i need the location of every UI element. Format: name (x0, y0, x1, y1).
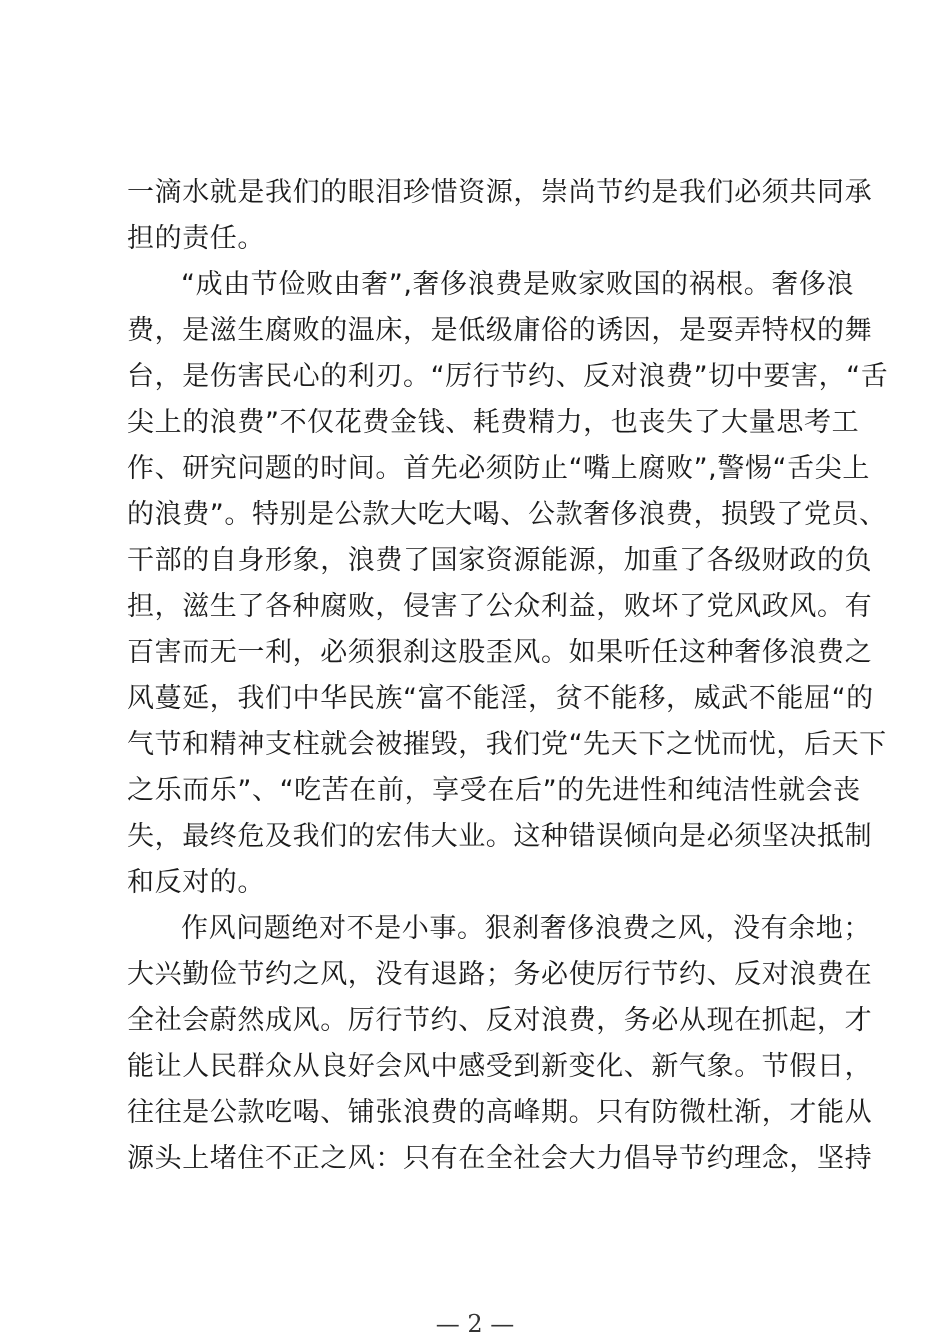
text-line: 尖上的浪费”不仅花费金钱、耗费精力，也丧失了大量思考工 (127, 407, 860, 438)
text-line: 干部的自身形象，浪费了国家资源能源，加重了各级财政的负 (127, 545, 873, 576)
text-line: 的浪费”。特别是公款大吃大喝、公款奢侈浪费，损毁了党员、 (127, 499, 887, 530)
text-line: 百害而无一利，必须狠刹这股歪风。如果听任这种奢侈浪费之 (127, 637, 873, 668)
text-line: 费，是滋生腐败的温床，是低级庸俗的诱因，是耍弄特权的舞 (127, 315, 873, 346)
text-line: 大兴勤俭节约之风，没有退路；务必使厉行节约、反对浪费在 (127, 959, 873, 990)
text-line: 失，最终危及我们的宏伟大业。这种错误倾向是必须坚决抵制 (127, 821, 873, 852)
text-line: 台，是伤害民心的利刃。“厉行节约、反对浪费”切中要害，“舌 (127, 361, 889, 392)
text-line: 源头上堵住不正之风：只有在全社会大力倡导节约理念，坚持 (127, 1143, 873, 1174)
text-line: 一滴水就是我们的眼泪珍惜资源，崇尚节约是我们必须共同承 (127, 177, 873, 208)
text-line: 风蔓延，我们中华民族“富不能淫，贫不能移，威武不能屈“的 (127, 683, 874, 714)
text-line: 担的责任。 (127, 223, 265, 254)
text-line: 和反对的。 (127, 867, 265, 898)
text-line: 能让人民群众从良好会风中感受到新变化、新气象。节假日， (127, 1051, 873, 1082)
text-line: 作风问题绝对不是小事。狠刹奢侈浪费之风，没有余地； (181, 913, 871, 944)
text-line: 气节和精神支柱就会被摧毁，我们党“先天下之忧而忧，后天下 (127, 729, 887, 760)
text-line: 往往是公款吃喝、铺张浪费的高峰期。只有防微杜渐，才能从 (127, 1097, 873, 1128)
text-line: 之乐而乐”、“吃苦在前，享受在后”的先进性和纯洁性就会丧 (127, 775, 861, 806)
text-line: 担，滋生了各种腐败，侵害了公众利益，败坏了党风政风。有 (127, 591, 873, 622)
page-number: — 2 — (435, 1310, 515, 1338)
text-line: 全社会蔚然成风。厉行节约、反对浪费，务必从现在抓起，才 (127, 1005, 873, 1036)
text-line: 作、研究问题的时间。首先必须防止“嘴上腐败”,警惕“舌尖上 (127, 453, 870, 484)
text-line: “成由节俭败由奢”,奢侈浪费是败家败国的祸根。奢侈浪 (181, 269, 855, 300)
